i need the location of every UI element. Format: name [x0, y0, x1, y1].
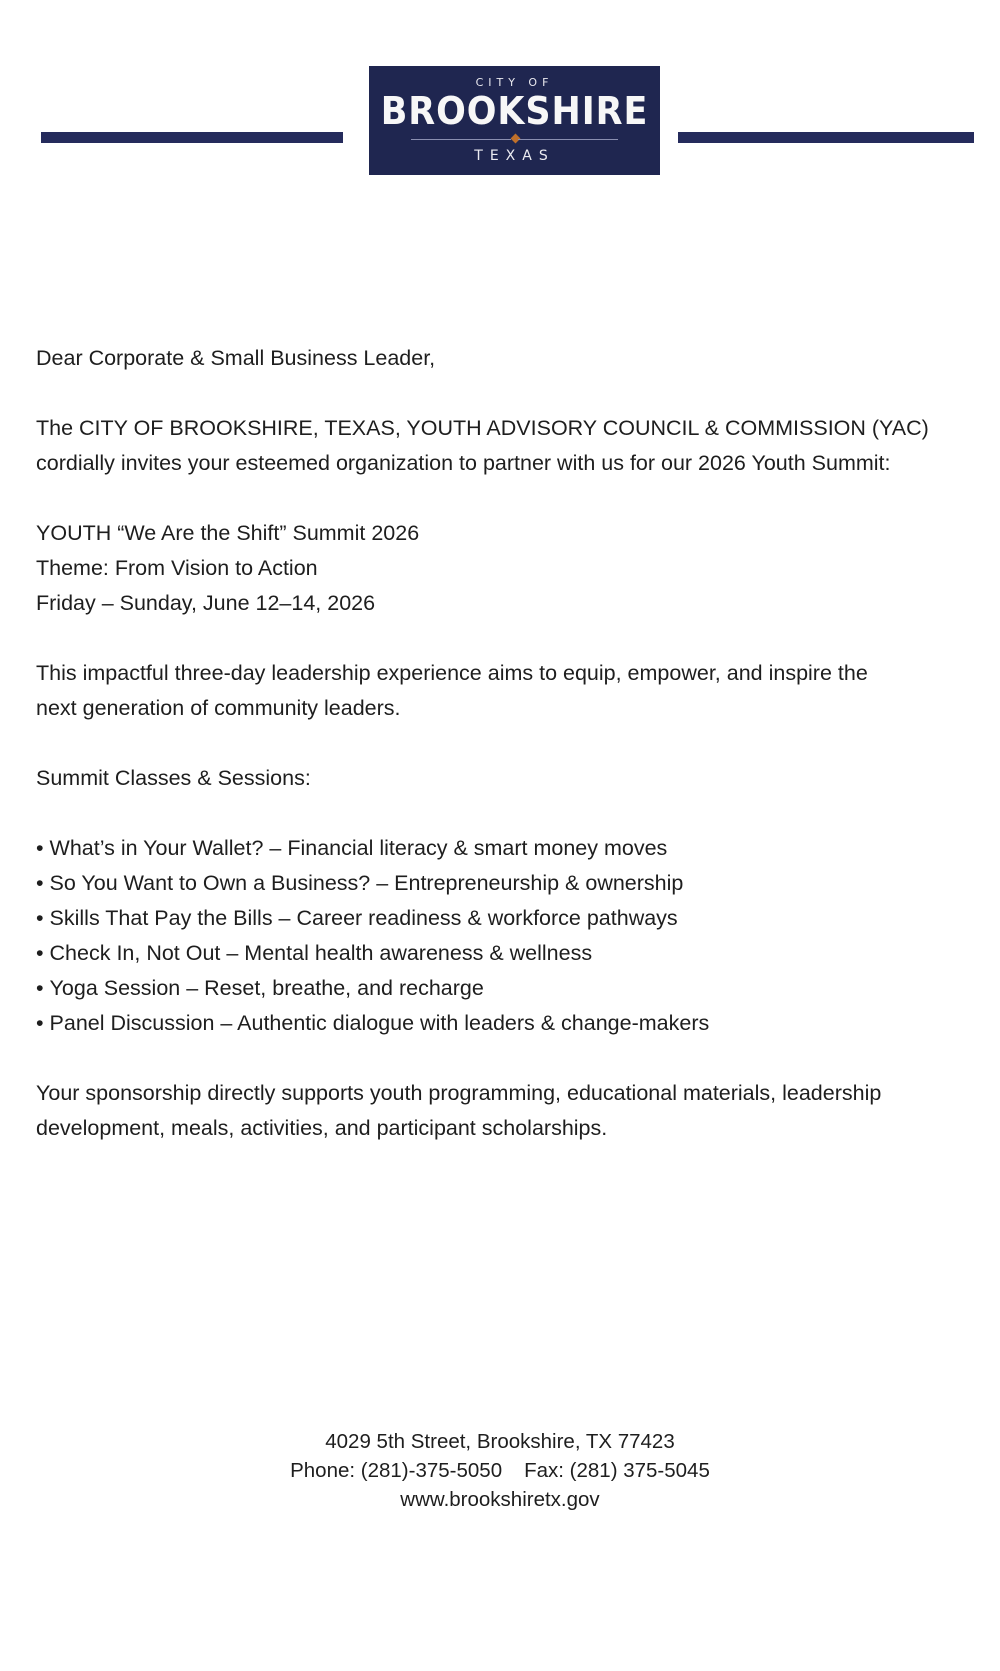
event-theme: Theme: From Vision to Action — [36, 556, 318, 580]
letterhead-rule-right — [678, 132, 974, 143]
event-title: YOUTH “We Are the Shift” Summit 2026 — [36, 521, 420, 545]
logo-state: TEXAS — [474, 148, 555, 164]
session-item: • Skills That Pay the Bills – Career readiness & workforce pathways — [36, 901, 976, 936]
footer-phone: Phone: (281)-375-5050 — [290, 1459, 503, 1482]
letter-body — [36, 341, 976, 1146]
footer-website[interactable]: www.brookshiretx.gov — [400, 1488, 600, 1511]
session-item: • Yoga Session – Reset, breathe, and recharge — [36, 971, 976, 1006]
letter-footer — [0, 1427, 1000, 1514]
intro-line-1: The CITY OF BROOKSHIRE, TEXAS, YOUTH ADVISORY COUNCIL & COMMISSION (YAC) — [36, 416, 929, 440]
support-line-1: Your sponsorship directly supports youth programming, educational materials, leadership — [36, 1081, 882, 1105]
footer-address: 4029 5th Street, Brookshire, TX 77423 — [325, 1430, 675, 1453]
footer-contact — [0, 1456, 1000, 1485]
intro-line-2: cordially invites your esteemed organization to partner with us for our 2026 Youth Summit: — [36, 451, 891, 475]
city-logo — [369, 66, 660, 175]
session-item: • Check In, Not Out – Mental health awareness & wellness — [36, 936, 976, 971]
session-item: • So You Want to Own a Business? – Entrepreneurship & ownership — [36, 866, 976, 901]
salutation: Dear Corporate & Small Business Leader, — [36, 346, 436, 370]
purpose-line-1: This impactful three-day leadership experience aims to equip, empower, and inspire the — [36, 661, 868, 685]
sessions-heading: Summit Classes & Sessions: — [36, 766, 311, 790]
logo-city-of: CITY OF — [475, 76, 554, 89]
session-item: • Panel Discussion – Authentic dialogue with leaders & change-makers — [36, 1006, 976, 1041]
logo-city-name: BROOKSHIRE — [380, 89, 649, 133]
logo-divider — [411, 139, 618, 140]
session-item: • What’s in Your Wallet? – Financial literacy & smart money moves — [36, 831, 976, 866]
purpose-line-2: next generation of community leaders. — [36, 696, 401, 720]
support-line-2: development, meals, activities, and participant scholarships. — [36, 1116, 608, 1140]
footer-fax: Fax: (281) 375-5045 — [524, 1459, 710, 1482]
event-dates: Friday – Sunday, June 12–14, 2026 — [36, 591, 376, 615]
letterhead-rule-left — [41, 132, 343, 143]
